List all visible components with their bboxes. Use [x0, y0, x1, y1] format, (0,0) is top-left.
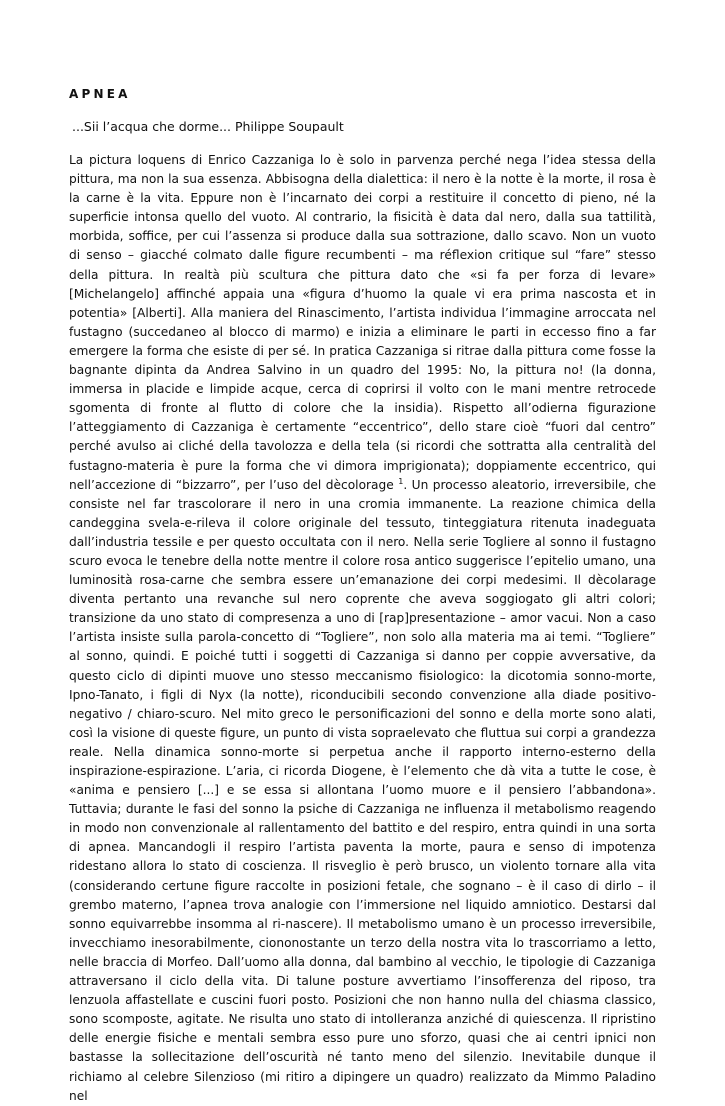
body-text-part-1: La pictura loquens di Enrico Cazzaniga lo è solo in parvenza perché nega l’idea stessa della pittura, ma non la sua essenza. Abbisogna della dialettica: il nero è la notte è la morte, il rosa è la carne è la vita. Eppure non è l’incarnato dei corpi a restituire il concetto di pieno, né la superficie intonsa quello del vuoto. Al contrario, la fisicità è data dal nero, dalla sua tattilità, morbida, soffice, per cui l’assenza si produce dalla sua sottrazione, dallo scavo. Non un vuoto di senso – giacché colmato dalle figure recumbenti – ma réflexion critique sul “fare” stesso della pittura. In realtà più scultura che pittura dato che «si fa per forza di levare» [Michelangelo] affinché appaia una «figura d’huomo la quale vi era prima nascosta et in potentia» [Alberti]. Alla maniera del Rinascimento, l’artista individua l’immagine arroccata nel fustagno (succedaneo al blocco di marmo) e inizia a eliminare le parti in eccesso fino a far emergere la forma che esiste di per sé. In pratica Cazzaniga si ritrae dalla pittura come fosse la bagnante dipinta da Andrea Salvino in un quadro del 1995: No, la pittura no! (la donna, immersa in placide e limpide acque, cerca di coprirsi il volto con le mani mentre retrocede sgomenta di fronte al flutto di colore che la insidia). Rispetto all’odierna figurazione l’atteggiamento di Cazzaniga è certamente “eccentrico”, dello stare cioè “fuori dal centro” perché avulso ai cliché della tavolozza e della tela (si ricordi che sottratta alla centralità del fustagno-materia è pure la forma che vi dimora imprigionata); doppiamente eccentrico, qui nell’accezione di “bizzarro”, per l’uso del dècolorage — [69, 153, 656, 492]
footnote-mark[interactable]: 1 — [398, 476, 404, 486]
document-title: APNEA — [69, 87, 131, 101]
document-page — [69, 86, 656, 1106]
body-paragraph — [69, 151, 656, 1106]
body-text-part-2: . Un processo aleatorio, irreversibile, che consiste nel far trascolorare il nero in una cromia immanente. La reazione chimica della candeggina svela-e-rileva il colore originale del tessuto, tinteggiatura ritenuta inadeguata dall’industria tessile e per questo occultata con il nero. Nella serie Togliere al sonno il fustagno scuro evoca le tenebre della notte mentre il colore rosa antico suggerisce l’epitelio umano, una luminosità rosa-carne che sembra essere un’emanazione dei corpi medesimi. Il dècolarage diventa pertanto una revanche sul nero coprente che aveva soggiogato gli altri colori; transizione da uno stato di compresenza a uno di [rap]presentazione – amor vacui. Non a caso l’artista insiste sulla parola-concetto di “Togliere”, non solo alla materia ma ai temi. “Togliere” al sonno, quindi. E poiché tutti i soggetti di Cazzaniga si danno per coppie avversative, da questo ciclo di dipinti muove uno stesso meccanismo fisiologico: la dicotomia sonno-morte, Ipno-Tanato, i figli di Nyx (la notte), riconducibili secondo convenzione alla diade positivo-negativo / chiaro-scuro. Nel mito greco le personificazioni del sonno e della morte sono alati, così la visione di queste figure, un punto di vista sopraelevato che fluttua sui corpi a grandezza reale. Nella dinamica sonno-morte si perpetua anche il rapporto interno-esterno della inspirazione-espirazione. L’aria, ci ricorda Diogene, è l’elemento che dà vita a tutte le cose, è «anima e pensiero [...] e se essa si allontana l’uomo muore e il pensiero l’abbandona». Tuttavia; durante le fasi del sonno la psiche di Cazzaniga ne influenza il metabolismo reagendo in modo non convenzionale al rallentamento del battito e del respiro, entra quindi in una sorta di apnea. Mancandogli il respiro l’artista paventa la morte, paura e senso di impotenza ridestano allora lo stato di coscienza. Il risveglio è però brusco, un violento tornare alla vita (considerando certune figure raccolte in posizioni fetale, che sognano – è il caso di dirlo – il grembo materno, l’apnea trova analogie con l’immersione nel liquido amniotico. Destarsi dal sonno equivarrebbe insomma al ri-nascere). Il metabolismo umano è un processo irreversibile, invecchiamo inesorabilmente, ciononostante un terzo della nostra vita lo trascorriamo a letto, nelle braccia di Morfeo. Dall’uomo alla donna, dal bambino al vecchio, le tipologie di Cazzaniga attraversano il ciclo della vita. Di talune posture avvertiamo l’insofferenza del riposo, tra lenzuola affastellate e cuscini fuori posto. Posizioni che non hanno nulla del chiasma classico, sono scomposte, agitate. Ne risulta uno stato di intolleranza anziché di quiescenza. Il ripristino delle energie fisiche e mentali sembra esso pure uno sforzo, quasi che ai centri ipnici non bastasse la sollecitazione dell’oscurità né tanto meno del silenzio. Inevitabile dunque il richiamo al celebre Silenzioso (mi ritiro a dipingere un quadro) realizzato da Mimmo Paladino nel — [69, 477, 656, 1103]
epigraph: ...Sii l’acqua che dorme... Philippe Soupault — [72, 119, 344, 134]
